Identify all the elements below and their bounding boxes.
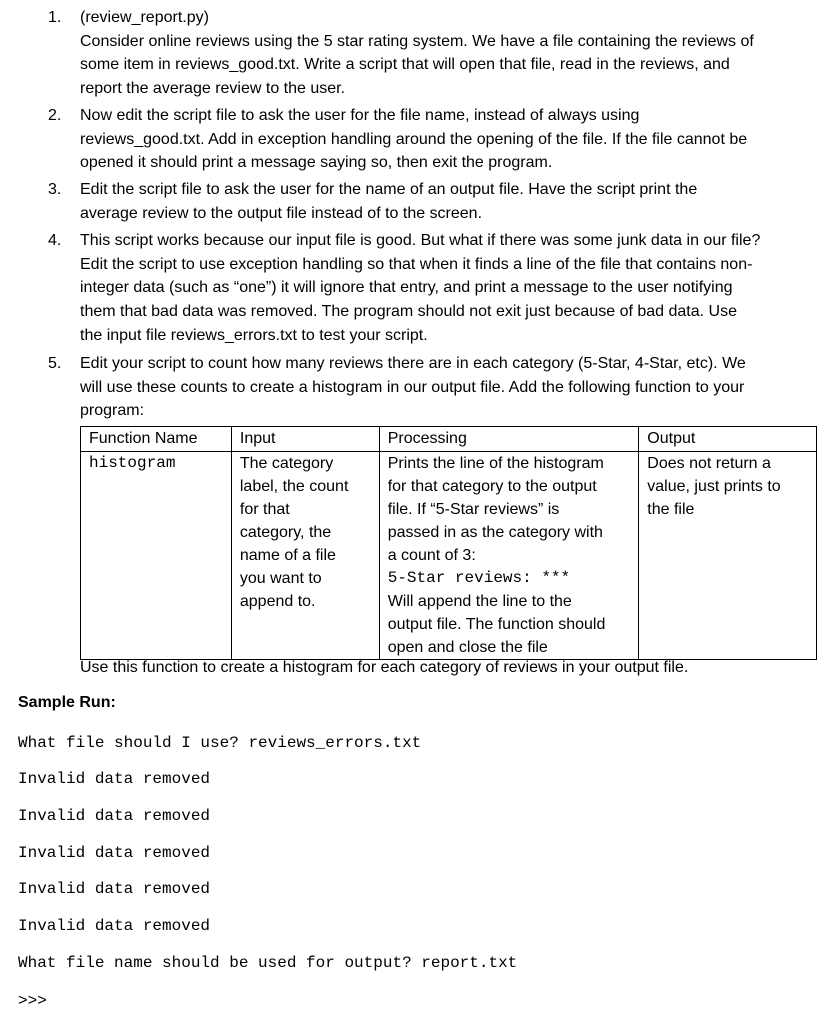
- console-line: Invalid data removed: [18, 917, 211, 935]
- text-line: Edit your script to count how many reviews there are in each category (5-Star, 4-Star, etc). We: [80, 355, 746, 372]
- text-line: you want to: [239, 570, 322, 587]
- text-line: Edit the script file to ask the user for the name of an output file. Have the script print the: [80, 181, 698, 198]
- text-line: average review to the output file instead of to the screen.: [80, 204, 483, 222]
- table-header-row: [81, 427, 817, 452]
- item-number: 2.: [48, 107, 62, 124]
- text-line: them that bad data was removed. The program should not exit just because of bad data. Use: [80, 303, 737, 321]
- cell-input: [231, 452, 379, 660]
- text-line: the file: [647, 501, 695, 518]
- text-line: opened it should print a message saying so, then exit the program.: [80, 154, 553, 172]
- text-line: This script works because our input file is good. But what if there was some junk data in our file?: [80, 232, 761, 249]
- text-line: (review_report.py): [80, 9, 209, 26]
- console-prompt: >>>: [18, 992, 47, 1010]
- cell-function-name: histogram: [81, 452, 232, 660]
- item-text: [80, 6, 820, 101]
- text-line: some item in reviews_good.txt. Write a script that will open that file, read in the reviews, and: [80, 56, 730, 74]
- text-line: reviews_good.txt. Add in exception handling around the opening of the file. If the file cannot be: [80, 130, 748, 148]
- header-processing: Processing: [379, 427, 639, 452]
- text-line: append to.: [239, 593, 316, 610]
- text-line: file. If “5-Star reviews” is: [387, 501, 560, 518]
- console-line: Invalid data removed: [18, 807, 211, 825]
- text-line: for that category to the output: [387, 478, 597, 495]
- table-row: [81, 452, 817, 660]
- item-number: 1.: [48, 9, 62, 26]
- text-line: open and close the file: [387, 639, 548, 656]
- text-line: category, the: [239, 524, 332, 541]
- text-line: passed in as the category with: [387, 524, 603, 541]
- text-line: name of a file: [239, 547, 336, 564]
- text-line: program:: [80, 402, 145, 420]
- sample-run-heading: Sample Run:: [18, 694, 116, 711]
- item-number: 3.: [48, 181, 62, 198]
- text-line: The category: [239, 455, 334, 472]
- text-line: value, just prints to: [647, 478, 781, 495]
- text-line: Does not return a: [647, 455, 771, 472]
- console-line: Invalid data removed: [18, 844, 211, 862]
- text-line: output file. The function should: [387, 616, 606, 633]
- item-text: [80, 178, 820, 225]
- text-line: the input file reviews_errors.txt to test your script.: [80, 326, 428, 344]
- item-number: 5.: [48, 355, 62, 372]
- text-line: Edit the script to use exception handling so that when it finds a line of the file that contains non-: [80, 255, 753, 273]
- console-line: Invalid data removed: [18, 880, 211, 898]
- console-line: What file name should be used for output? report.txt: [18, 954, 518, 972]
- text-line: label, the count: [239, 478, 349, 495]
- text-line: report the average review to the user.: [80, 80, 346, 98]
- cell-output: [639, 452, 817, 660]
- text-line: a count of 3:: [387, 547, 476, 564]
- after-table-note: Use this function to create a histogram for each category of reviews in your output file.: [80, 659, 689, 676]
- item-text: [80, 352, 820, 423]
- item-number: 4.: [48, 232, 62, 249]
- text-line: Will append the line to the: [387, 593, 572, 610]
- text-line: Prints the line of the histogram: [387, 455, 604, 472]
- code-example: 5-Star reviews: ***: [387, 569, 571, 587]
- console-line: Invalid data removed: [18, 770, 211, 788]
- console-line: What file should I use? reviews_errors.txt: [18, 734, 422, 752]
- cell-processing: [379, 452, 639, 660]
- text-line: Consider online reviews using the 5 star rating system. We have a file containing the reviews of: [80, 32, 754, 50]
- text-line: for that: [239, 501, 290, 518]
- function-spec-table: [80, 426, 817, 660]
- header-input: Input: [231, 427, 379, 452]
- text-line: integer data (such as “one”) it will ignore that entry, and print a message to the user notifying: [80, 279, 733, 297]
- item-text: [80, 104, 820, 175]
- text-line: Now edit the script file to ask the user for the file name, instead of always using: [80, 107, 640, 124]
- item-text: [80, 229, 820, 348]
- text-line: will use these counts to create a histogram in our output file. Add the following function to your: [80, 378, 745, 396]
- header-output: Output: [639, 427, 817, 452]
- header-function-name: Function Name: [81, 427, 232, 452]
